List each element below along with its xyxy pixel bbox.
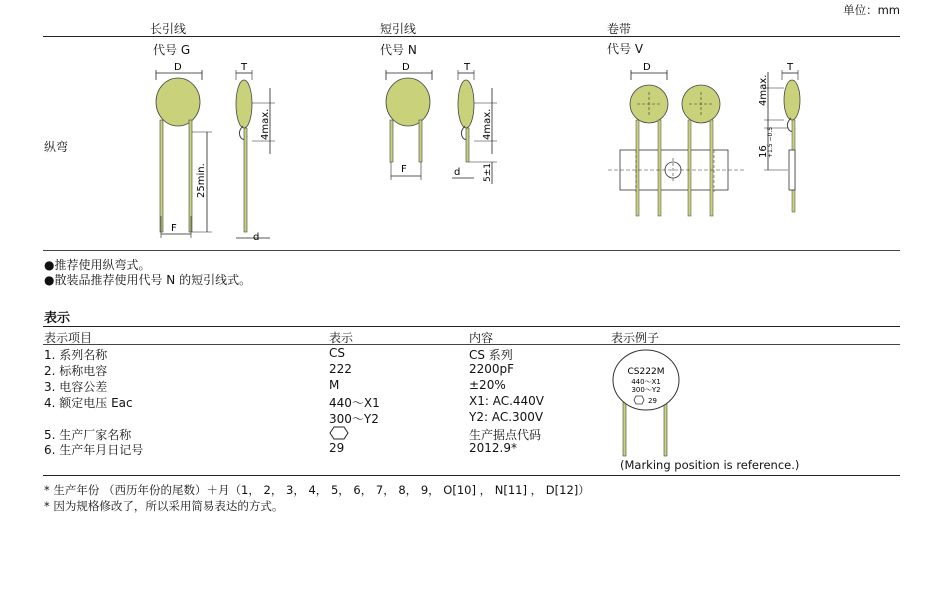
tape-drawing	[606, 58, 821, 218]
row-item-2: 2. 标称电容	[44, 364, 108, 378]
row-item-5: 5. 生产厂家名称	[44, 428, 132, 442]
column-long-lead-title: 长引线	[150, 22, 187, 36]
header-rule-bottom	[43, 344, 900, 345]
row-item-4: 4. 额定电压 Eac	[44, 396, 133, 410]
header-example: 表示例子	[611, 331, 660, 345]
row-item-1: 1. 系列名称	[44, 348, 108, 362]
dim-4max-label-v: 4max.	[758, 74, 769, 106]
dim-5-label: 5±1	[483, 163, 493, 182]
dim-16-tol-label: +1.5 −0.5	[767, 126, 774, 158]
long-lead-drawing	[140, 58, 280, 248]
dim-D-label-n: D	[402, 62, 410, 73]
row-mark-6: 29	[329, 441, 345, 455]
row-mark-4: 440〜X1	[329, 396, 380, 410]
header-content: 内容	[469, 331, 494, 345]
row-content-3: ±20%	[469, 378, 506, 392]
header-rule	[43, 36, 900, 37]
unit-label: 单位：mm	[843, 3, 900, 17]
marking-example-caption: (Marking position is reference.)	[620, 458, 800, 472]
dim-d-label-n: d	[454, 167, 461, 178]
dim-D-label-v: D	[643, 62, 651, 73]
row-content-4: X1: AC.440V	[469, 394, 545, 408]
dim-16-label: 16	[758, 145, 769, 158]
example-line-4: 29	[648, 397, 657, 405]
example-line-2: 440〜X1	[631, 378, 661, 386]
row-mark-4b: 300〜Y2	[329, 412, 379, 426]
footnote-2: * 因为规格修改了，所以采用简易表达的方式。	[44, 499, 284, 513]
dim-4max-label-n: 4max.	[482, 108, 493, 140]
row-item-6: 6. 生产年月日记号	[44, 443, 144, 457]
row-item-3: 3. 电容公差	[44, 380, 108, 394]
dim-T-label-v: T	[787, 62, 794, 73]
row-mark-3: M	[329, 378, 340, 392]
header-item: 表示项目	[44, 331, 93, 345]
code-v: 代号 V	[607, 42, 644, 56]
marking-section-title: 表示	[44, 311, 71, 326]
column-short-lead-title: 短引线	[380, 22, 417, 36]
marking-top-rule	[43, 326, 900, 327]
dim-T-label: T	[241, 62, 248, 73]
marking-bottom-rule	[43, 475, 900, 476]
row-label-vertical-bend: 纵弯	[44, 140, 69, 154]
example-line-1: CS222M	[627, 367, 665, 377]
note-2: ●散装品推荐使用代号 N 的短引线式。	[44, 273, 252, 287]
dim-25min-label: 25min.	[196, 163, 207, 198]
row-content-5: 生产据点代码	[469, 428, 542, 442]
row-content-1: CS 系列	[469, 348, 513, 362]
row-content-6: 2012.9*	[469, 441, 517, 455]
short-lead-drawing	[370, 58, 510, 188]
header-mark: 表示	[329, 331, 354, 345]
note-1: ●推荐使用纵弯式。	[44, 258, 151, 272]
column-tape-title: 卷带	[607, 22, 632, 36]
footnote-1: * 生产年份 （西历年份的尾数）＋月（1， 2， 3， 4， 5， 6， 7， 8， 9， O[10] ， N[11] ， D[12]）	[44, 483, 590, 497]
row-content-4b: Y2: AC.300V	[469, 410, 544, 424]
example-line-3: 300〜Y2	[631, 386, 661, 394]
dim-d-label: d	[253, 232, 260, 243]
drawing-section-rule	[43, 250, 900, 251]
dim-T-label-n: T	[464, 62, 471, 73]
row-content-2: 2200pF	[469, 362, 515, 376]
dim-F-label-n: F	[401, 164, 407, 175]
row-mark-1: CS	[329, 346, 345, 360]
dim-F-label: F	[171, 223, 177, 234]
row-mark-2: 222	[329, 362, 352, 376]
dim-4max-label: 4max.	[260, 108, 271, 140]
code-g: 代号 G	[153, 43, 191, 57]
dim-D-label: D	[174, 62, 182, 73]
marking-example-drawing	[610, 346, 690, 458]
manufacturer-mark-icon	[329, 426, 349, 440]
code-n: 代号 N	[380, 43, 417, 57]
